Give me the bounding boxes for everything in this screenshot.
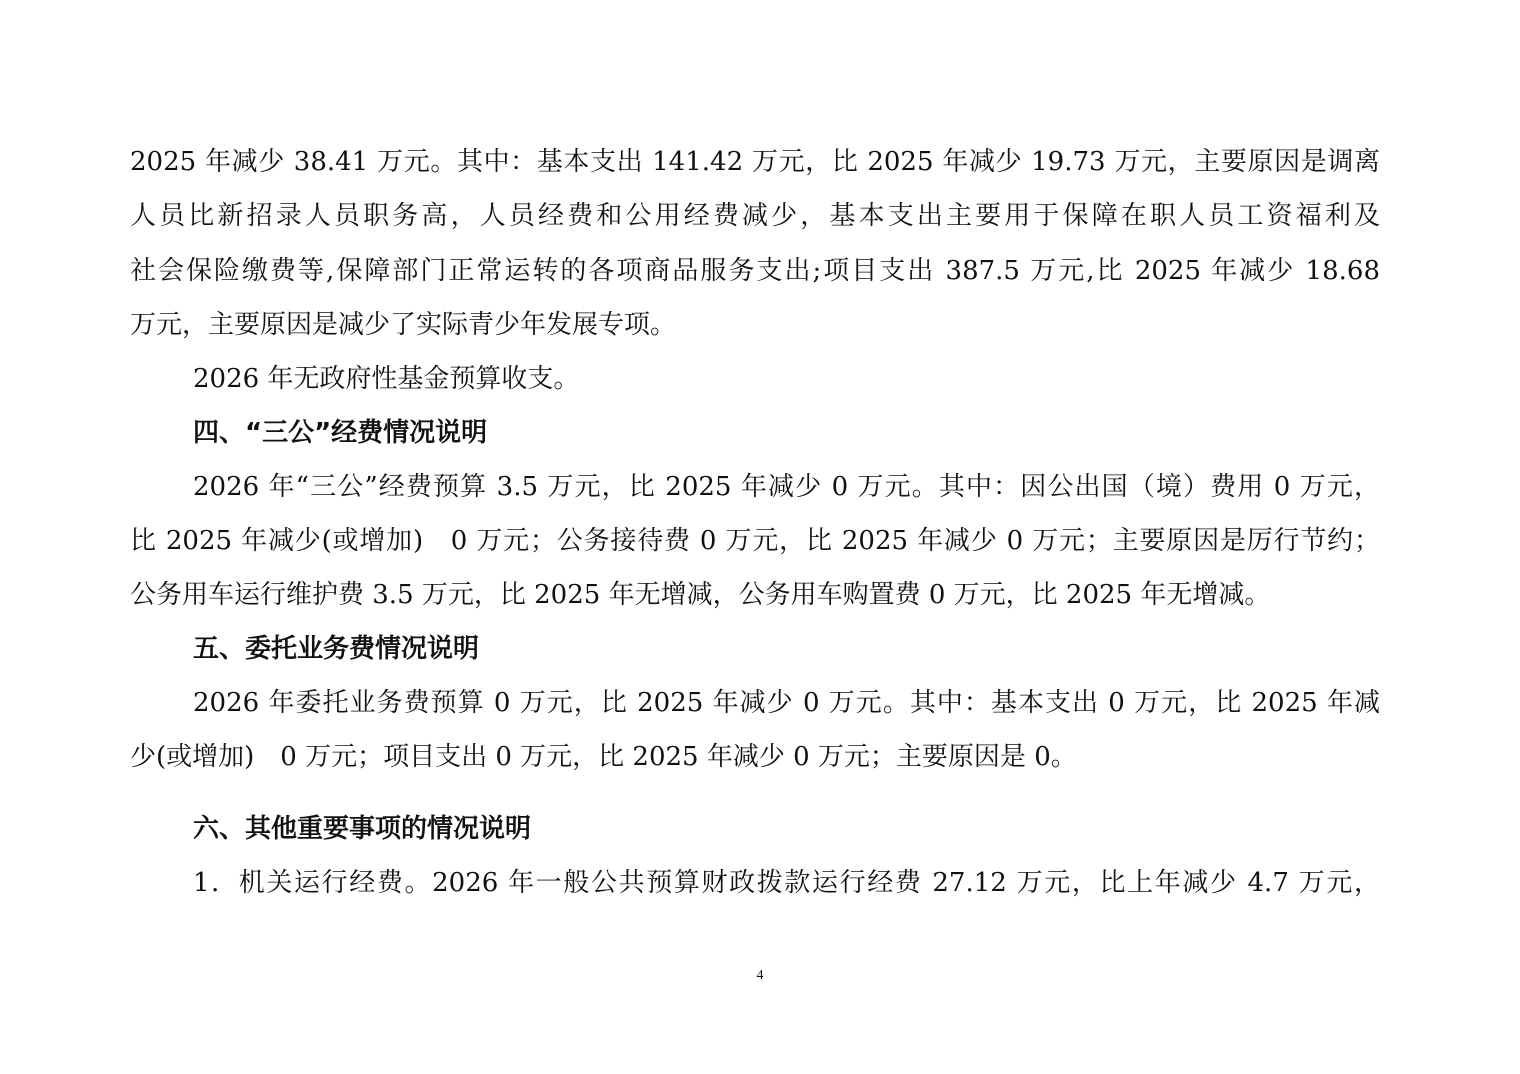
paragraph-line: 2026 年无政府性基金预算收支。 [193,364,580,394]
body-text-line: 少(或增加) 0 万元；项目支出 0 万元，比 2025 年减少 0 万元；主要原因是 0。 [130,742,1077,772]
body-text-line: 2025 年减少 38.41 万元。其中：基本支出 141.42 万元，比 2025 年减少 19.73 万元，主要原因是调离 [130,147,1380,177]
body-text-line: 公务用车运行维护费 3.5 万元，比 2025 年无增减，公务用车购置费 0 万元，比 2025 年无增减。 [130,580,1271,610]
body-text-line: 人员比新招录人员职务高，人员经费和公用经费减少，基本支出主要用于保障在职人员工资福利及 [130,201,1380,231]
section-heading-other-matters: 六、其他重要事项的情况说明 [193,814,532,844]
paragraph-line: 2026 年“三公”经费预算 3.5 万元，比 2025 年减少 0 万元。其中：因公出国（境）费用 0 万元， [193,472,1380,502]
body-text-line: 比 2025 年减少(或增加) 0 万元；公务接待费 0 万元，比 2025 年减少 0 万元；主要原因是厉行节约； [130,526,1380,556]
paragraph-line: 2026 年委托业务费预算 0 万元，比 2025 年减少 0 万元。其中：基本支出 0 万元，比 2025 年减 [193,688,1380,718]
paragraph-line: 1．机关运行经费。2026 年一般公共预算财政拨款运行经费 27.12 万元，比上年减少 4.7 万元， [193,868,1380,898]
section-heading-entrusted-business: 五、委托业务费情况说明 [193,634,480,664]
body-text-line: 万元，主要原因是减少了实际青少年发展专项。 [130,310,677,340]
page-number: 4 [756,968,764,983]
body-text-line: 社会保险缴费等,保障部门正常运转的各项商品服务支出;项目支出 387.5 万元,比 2025 年减少 18.68 [130,256,1380,286]
section-heading-sangong: 四、“三公”经费情况说明 [193,418,488,448]
